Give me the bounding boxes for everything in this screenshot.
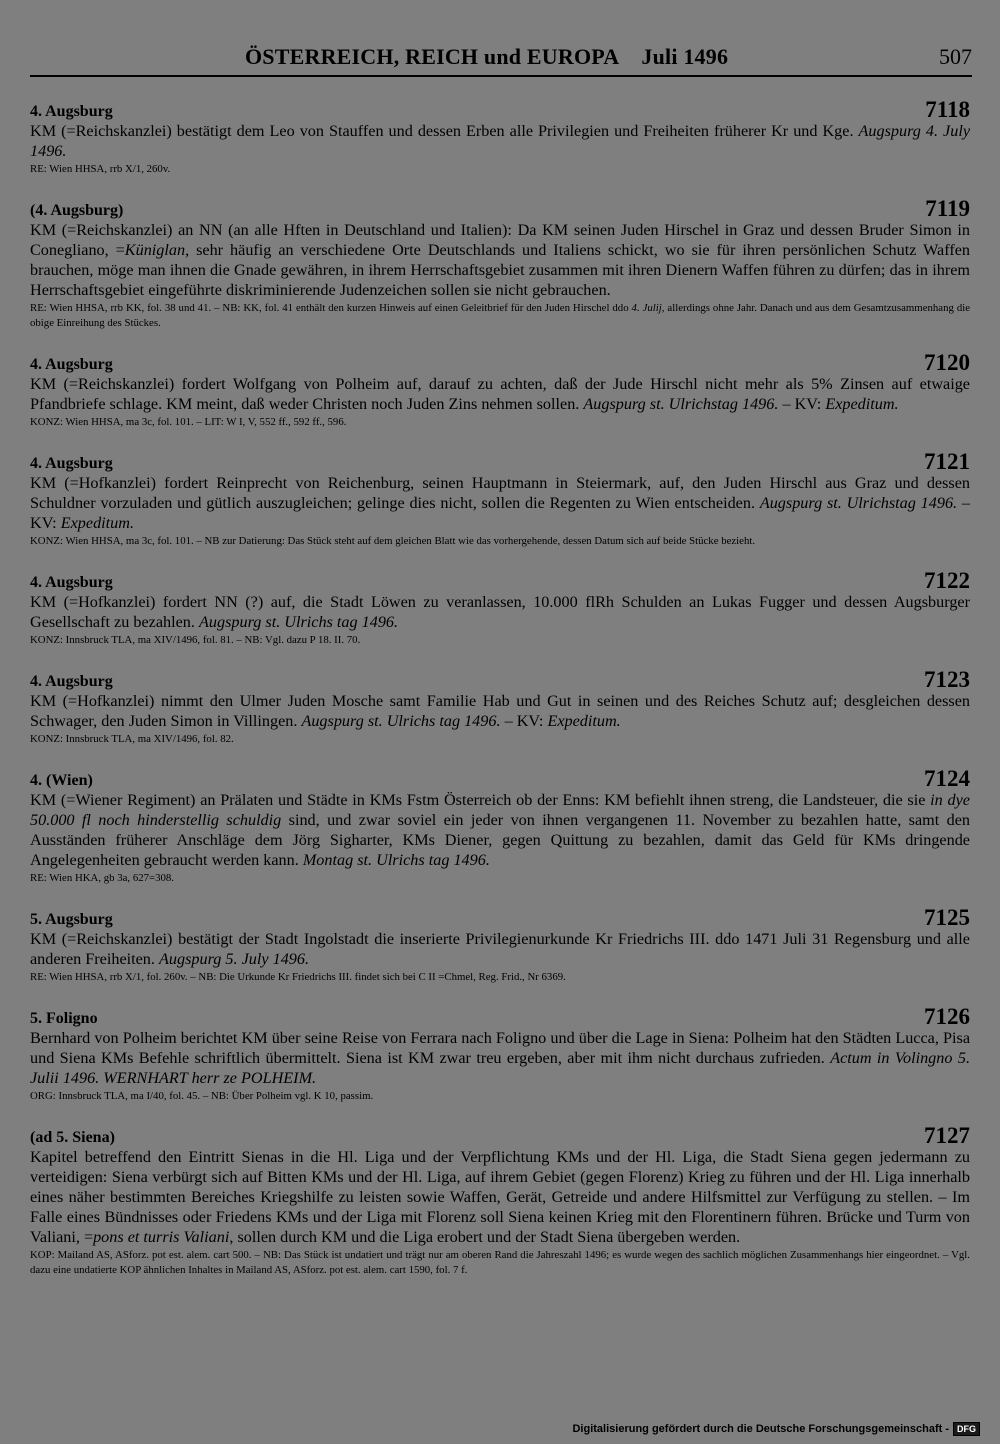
entry-7121	[30, 448, 970, 549]
entry-date: 4. Augsburg	[30, 455, 113, 472]
note-text: RE: Wien HHSA, rrb KK, fol. 38 und 41. – NB: KK, fol. 41 enthält den kurzen Hinweis auf einen Geleitbrief für den Juden Hirschel ddo	[30, 302, 632, 314]
entry-text-main: Kapitel betreffend den Eintritt Sienas in die Hl. Liga und der Verpflichtung KMs und der Hl. Liga, die Stadt Siena gegen jedermann zu verteidigen: Siena verbürgt sich auf Bitten KMs und der Hl. Liga, auf ihrem Gebiet (gegen Florenz) Krieg zu führen und der Hl. Liga innerhalb eines näher bestimmten Bereiches Kriegshilfe zu leisten sowie Waffen, Gerät, Getreide und andere Hilfsmittel zur Verfügung zu stellen. – Im Falle eines Bündnisses oder Friedens KMs und der Liga mit Florenz soll Siena keinen Krieg mit den Florentinern führen. Brücke und Turm von Valiani, =	[30, 1148, 970, 1246]
entry-dating: Augspurg st. Ulrichstag 1496.	[759, 494, 958, 512]
entry-note: KONZ: Innsbruck TLA, ma XIV/1496, fol. 82.	[30, 733, 234, 745]
entry-text-italic: pons et turris Valiani	[93, 1228, 230, 1246]
entry-kv: – KV:	[500, 712, 544, 730]
entry-note: ORG: Innsbruck TLA, ma I/40, fol. 45. – NB: Über Polheim vgl. K 10, passim.	[30, 1090, 374, 1102]
entry-text-main: KM (=Hofkanzlei) fordert NN (?) auf, die Stadt Löwen zu veranlassen, 10.000 flRh Schulden an Lukas Fugger und dessen Augsburger Gesellschaft zu bezahlen.	[30, 593, 970, 631]
entry-date: (ad 5. Siena)	[30, 1129, 115, 1146]
entry-number: 7127	[924, 1123, 970, 1148]
entry-text	[30, 1147, 970, 1247]
entry-date: 5. Augsburg	[30, 911, 113, 928]
entry-text-main: Bernhard von Polheim berichtet KM über seine Reise von Ferrara nach Foligno und über die Lage in Siena: Polheim hat den Städten Lucca, Pisa und Siena KMs Befehle schriftlich übermittelt. Siena ist KM zwar treu ergeben, aber mit ihm nicht durchaus zufrieden.	[30, 1029, 970, 1067]
entry-date: 4. (Wien)	[30, 772, 93, 789]
digitization-footer	[572, 1422, 980, 1436]
entry-date: 4. Augsburg	[30, 574, 113, 591]
entry-7119	[30, 195, 970, 331]
entry-text	[30, 473, 970, 533]
entry-7126	[30, 1003, 970, 1104]
entry-kv: – KV:	[778, 395, 822, 413]
entry-date: (4. Augsburg)	[30, 202, 124, 219]
entry-text-cont: , sehr häufig an verschiedene Orte Deutschlands und Italiens schickt, wo sie für ihren persönlichen Schutz Waffen brauchen, möge man ihnen die Gnade gewähren, in ihrem Herrschaftsgebiet zusammen mit ihren Dienern Waffen führen zu dürfen; das in ihrem Herrschaftsgebiet eingeführte diskriminierende Judenzeichen sollen sie nicht gebrauchen.	[30, 241, 970, 299]
entry-text	[30, 1028, 970, 1088]
entry-dating: Montag st. Ulrichs tag 1496.	[302, 851, 490, 869]
entry-kv-value: Expeditum.	[547, 712, 621, 730]
entry-kv-value: Expeditum.	[825, 395, 899, 413]
entry-text	[30, 374, 970, 414]
entry-text	[30, 220, 970, 300]
entry-text-main: KM (=Reichskanzlei) bestätigt der Stadt Ingolstadt die inserierte Privilegienurkunde Kr Friedrichs III. ddo 1471 Juli 31 Regensburg und alle anderen Freiheiten.	[30, 930, 970, 968]
entry-dating: Augspurg st. Ulrichstag 1496.	[583, 395, 779, 413]
entry-text-main: KM (=Wiener Regiment) an Prälaten und Städte in KMs Fstm Österreich ob der Enns: KM befiehlt ihnen streng, die Landsteuer, die sie	[30, 791, 931, 809]
entry-number: 7122	[924, 568, 970, 593]
entry-text	[30, 592, 970, 632]
entry-date: 5. Foligno	[30, 1010, 98, 1027]
header-title: ÖSTERREICH, REICH und EUROPA	[245, 44, 620, 69]
entry-dating: Augspurg st. Ulrichs tag 1496.	[199, 613, 399, 631]
page-number: 507	[939, 44, 972, 69]
entry-date: 4. Augsburg	[30, 673, 113, 690]
entry-text-italic: Küniglan	[124, 241, 186, 259]
entry-7125	[30, 904, 970, 985]
entry-note: RE: Wien HHSA, rrb X/1, fol. 260v. – NB: Die Urkunde Kr Friedrichs III. findet sich bei C II =Chmel, Reg. Frid., Nr 6369.	[30, 971, 566, 983]
entry-dating: Augspurg 5. July 1496.	[159, 950, 310, 968]
entry-number: 7119	[925, 196, 970, 221]
entry-kv-value: Expeditum.	[60, 514, 135, 532]
entry-note: RE: Wien HKA, gb 3a, 627=308.	[30, 872, 175, 884]
page-title	[245, 44, 728, 70]
entry-7127	[30, 1122, 970, 1278]
entry-note: KONZ: Innsbruck TLA, ma XIV/1496, fol. 81. – NB: Vgl. dazu P 18. II. 70.	[30, 634, 361, 646]
header-month: Juli 1496	[641, 44, 729, 69]
entry-text-main: KM (=Reichskanzlei) fordert Wolfgang von Polheim auf, darauf zu achten, daß der Jude Hirschl nicht mehr als 5% Zinsen auf etwaige Pfandbriefe schlage. KM meint, daß weder Christen noch Juden Zins nehmen sollen.	[30, 375, 970, 413]
entry-note: KONZ: Wien HHSA, ma 3c, fol. 101. – LIT: W I, V, 552 ff., 592 ff., 596.	[30, 416, 347, 428]
entry-number: 7125	[924, 905, 970, 930]
entry-text-cont: sind, und zwar soviel ein jeder von ihnen vergangenen 11. November zu bezahlen hatte, samt den Ausständen früherer Anschläge dem Jörg Sigharter, KMs Diener, gegen Quittung zu bezahlen, damit das Geld für KMs dringende Angelegenheiten gebraucht werden kann.	[30, 811, 970, 869]
entry-text	[30, 929, 970, 969]
entry-text	[30, 790, 970, 870]
entry-text	[30, 121, 970, 161]
entry-note: RE: Wien HHSA, rrb X/1, 260v.	[30, 163, 171, 175]
entry-number: 7124	[924, 766, 970, 791]
entry-text-main: KM (=Hofkanzlei) nimmt den Ulmer Juden Mosche samt Familie Hab und Gut in seinen und des Reiches Schutz auf; desgleichen dessen Schwager, den Juden Simon in Villingen.	[30, 692, 970, 730]
dfg-logo-icon: DFG	[953, 1422, 980, 1436]
entry-date: 4. Augsburg	[30, 356, 113, 373]
note-italic: 4. Julij	[631, 302, 662, 314]
entry-kv: – KV:	[30, 494, 971, 532]
entry-number: 7126	[924, 1004, 970, 1029]
entry-text-italic: in dye 50.000 fl noch hinderstellig schuldig	[30, 791, 970, 829]
entry-text	[30, 691, 970, 731]
entry-7118	[30, 96, 970, 177]
entry-dating: Augspurg st. Ulrichs tag 1496.	[301, 712, 501, 730]
entries-list	[30, 96, 970, 1296]
entry-number: 7120	[924, 350, 970, 375]
entry-date: 4. Augsburg	[30, 103, 113, 120]
entry-note	[30, 301, 970, 331]
entry-7122	[30, 567, 970, 648]
header-rule	[30, 75, 972, 77]
entry-7123	[30, 666, 970, 747]
entry-text-main: KM (=Hofkanzlei) fordert Reinprecht von Reichenburg, seinen Hauptmann in Steiermark, auf, den Juden Hirschl aus Graz und dessen Schuldner vorzuladen und gütlich auszugleichen; gelinge dies nicht, sollen die Regenten zu Wien entscheiden.	[30, 474, 970, 512]
entry-7120	[30, 349, 970, 430]
entry-note: KONZ: Wien HHSA, ma 3c, fol. 101. – NB zur Datierung: Das Stück steht auf dem gleichen Blatt wie das vorhergehende, dessen Datum sich auf beide Stücke bezieht.	[30, 535, 756, 547]
entry-text-main: KM (=Reichskanzlei) bestätigt dem Leo von Stauffen und dessen Erben alle Privilegien und Freiheiten früherer Kr und Kge.	[30, 122, 854, 140]
entry-text-main: KM (=Reichskanzlei) an NN (an alle Hften in Deutschland und Italien): Da KM seinen Juden Hirschel in Graz und dessen Bruder Simon in Conegliano, =	[30, 221, 970, 259]
entry-number: 7118	[925, 97, 970, 122]
entry-dating: Actum in Volingno 5. Julii 1496. WERNHART herr ze POLHEIM.	[30, 1049, 970, 1087]
entry-note: KOP: Mailand AS, ASforz. pot est. alem. cart 500. – NB: Das Stück ist undatiert und trägt nur am oberen Rand die Jahreszahl 1496; es wurde wegen des sachlich möglichen Zusammenhangs hier eingeordnet. – Vgl. dazu eine undatierte KOP ähnlichen Inhaltes in Mailand AS, ASforz. pot est. alem. cart 1590, fol. 7 f.	[30, 1249, 970, 1276]
entry-number: 7121	[924, 449, 970, 474]
entry-7124	[30, 765, 970, 886]
page-header	[30, 44, 972, 78]
entry-text-cont: , sollen durch KM und die Liga erobert und der Stadt Siena übergeben werden.	[229, 1228, 741, 1246]
footer-text: Digitalisierung gefördert durch die Deutsche Forschungsgemeinschaft -	[572, 1423, 949, 1435]
note-text-cont: , allerdings ohne Jahr. Danach und aus dem Gesamtzusammenhang die obige Einreihung des Stückes.	[30, 302, 971, 329]
entry-dating: Augspurg 4. July 1496.	[30, 122, 971, 160]
entry-number: 7123	[924, 667, 970, 692]
